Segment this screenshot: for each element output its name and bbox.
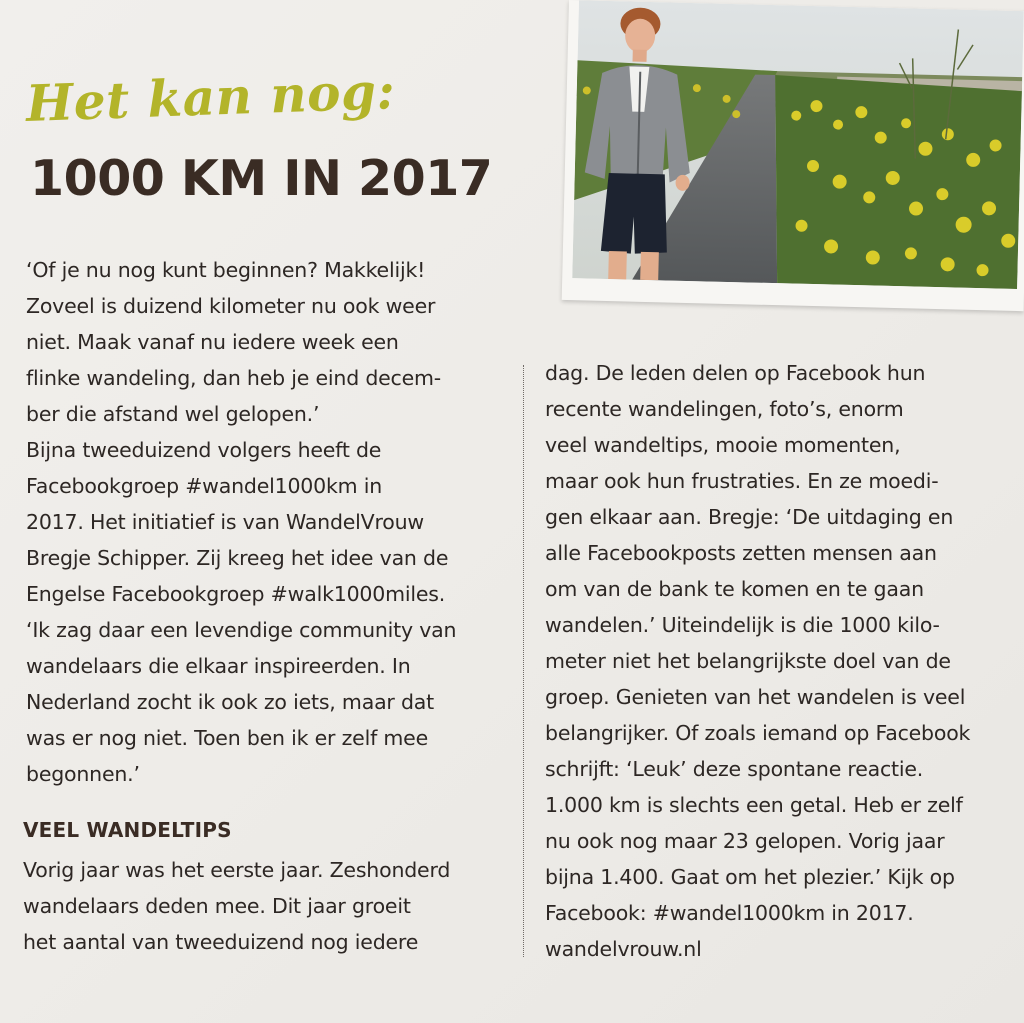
column-divider bbox=[523, 365, 524, 957]
body-line: groep. Genieten van het wandelen is veel bbox=[545, 685, 966, 709]
body-line: 1.000 km is slechts een getal. Heb er zelf bbox=[545, 793, 963, 817]
body-line: wandelaars die elkaar inspireerden. In bbox=[26, 654, 411, 678]
body-line: Bijna tweeduizend volgers heeft de bbox=[26, 438, 382, 462]
body-line: het aantal van tweeduizend nog iedere bbox=[23, 930, 419, 954]
body-line: wandelaars deden mee. Dit jaar groeit bbox=[23, 894, 411, 918]
left-column-text bbox=[26, 252, 456, 792]
article-photo bbox=[562, 0, 1024, 311]
article-headline: 1000 KM IN 2017 bbox=[30, 150, 493, 207]
body-line: wandelen.’ Uiteindelijk is die 1000 kilo- bbox=[545, 613, 940, 637]
body-line: Facebook: #wandel1000km in 2017. bbox=[545, 901, 914, 925]
body-line: om van de bank te komen en te gaan bbox=[545, 577, 924, 601]
article-kicker: Het kan nog: bbox=[24, 61, 397, 133]
body-line: niet. Maak vanaf nu iedere week een bbox=[26, 330, 399, 354]
body-line: Zoveel is duizend kilometer nu ook weer bbox=[26, 294, 436, 318]
body-line: nu ook nog maar 23 gelopen. Vorig jaar bbox=[545, 829, 945, 853]
walking-woman-photo bbox=[572, 0, 1024, 289]
body-line: dag. De leden delen op Facebook hun bbox=[545, 361, 926, 385]
body-line: veel wandeltips, mooie momenten, bbox=[545, 433, 901, 457]
body-line: bijna 1.400. Gaat om het plezier.’ Kijk op bbox=[545, 865, 955, 889]
body-line: Nederland zocht ik ook zo iets, maar dat bbox=[26, 690, 434, 714]
body-line: Engelse Facebookgroep #walk1000miles. bbox=[26, 582, 446, 606]
body-line: maar ook hun frustraties. En ze moedi- bbox=[545, 469, 939, 493]
body-line: recente wandelingen, foto’s, enorm bbox=[545, 397, 904, 421]
body-line: begonnen.’ bbox=[26, 762, 140, 786]
body-line: ber die afstand wel gelopen.’ bbox=[26, 402, 320, 426]
section-subheading: VEEL WANDELTIPS bbox=[23, 818, 232, 842]
body-line: Facebookgroep #wandel1000km in bbox=[26, 474, 383, 498]
body-line: ‘Of je nu nog kunt beginnen? Makkelijk! bbox=[26, 258, 426, 282]
body-line: meter niet het belangrijkste doel van de bbox=[545, 649, 951, 673]
body-line: schrijft: ‘Leuk’ deze spontane reactie. bbox=[545, 757, 924, 781]
body-line: ‘Ik zag daar een levendige community van bbox=[26, 618, 457, 642]
website-link: wandelvrouw.nl bbox=[545, 937, 702, 961]
body-line: Bregje Schipper. Zij kreeg het idee van de bbox=[26, 546, 449, 570]
body-line: 2017. Het initiatief is van WandelVrouw bbox=[26, 510, 424, 534]
body-line: gen elkaar aan. Bregje: ‘De uitdaging en bbox=[545, 505, 954, 529]
body-line: Vorig jaar was het eerste jaar. Zeshonderd bbox=[23, 858, 451, 882]
body-line: alle Facebookposts zetten mensen aan bbox=[545, 541, 937, 565]
right-column-text bbox=[545, 355, 970, 967]
body-line: was er nog niet. Toen ben ik er zelf mee bbox=[26, 726, 428, 750]
body-line: belangrijker. Of zoals iemand op Facebook bbox=[545, 721, 971, 745]
left-column-text-2 bbox=[23, 852, 450, 960]
body-line: flinke wandeling, dan heb je eind decem- bbox=[26, 366, 441, 390]
